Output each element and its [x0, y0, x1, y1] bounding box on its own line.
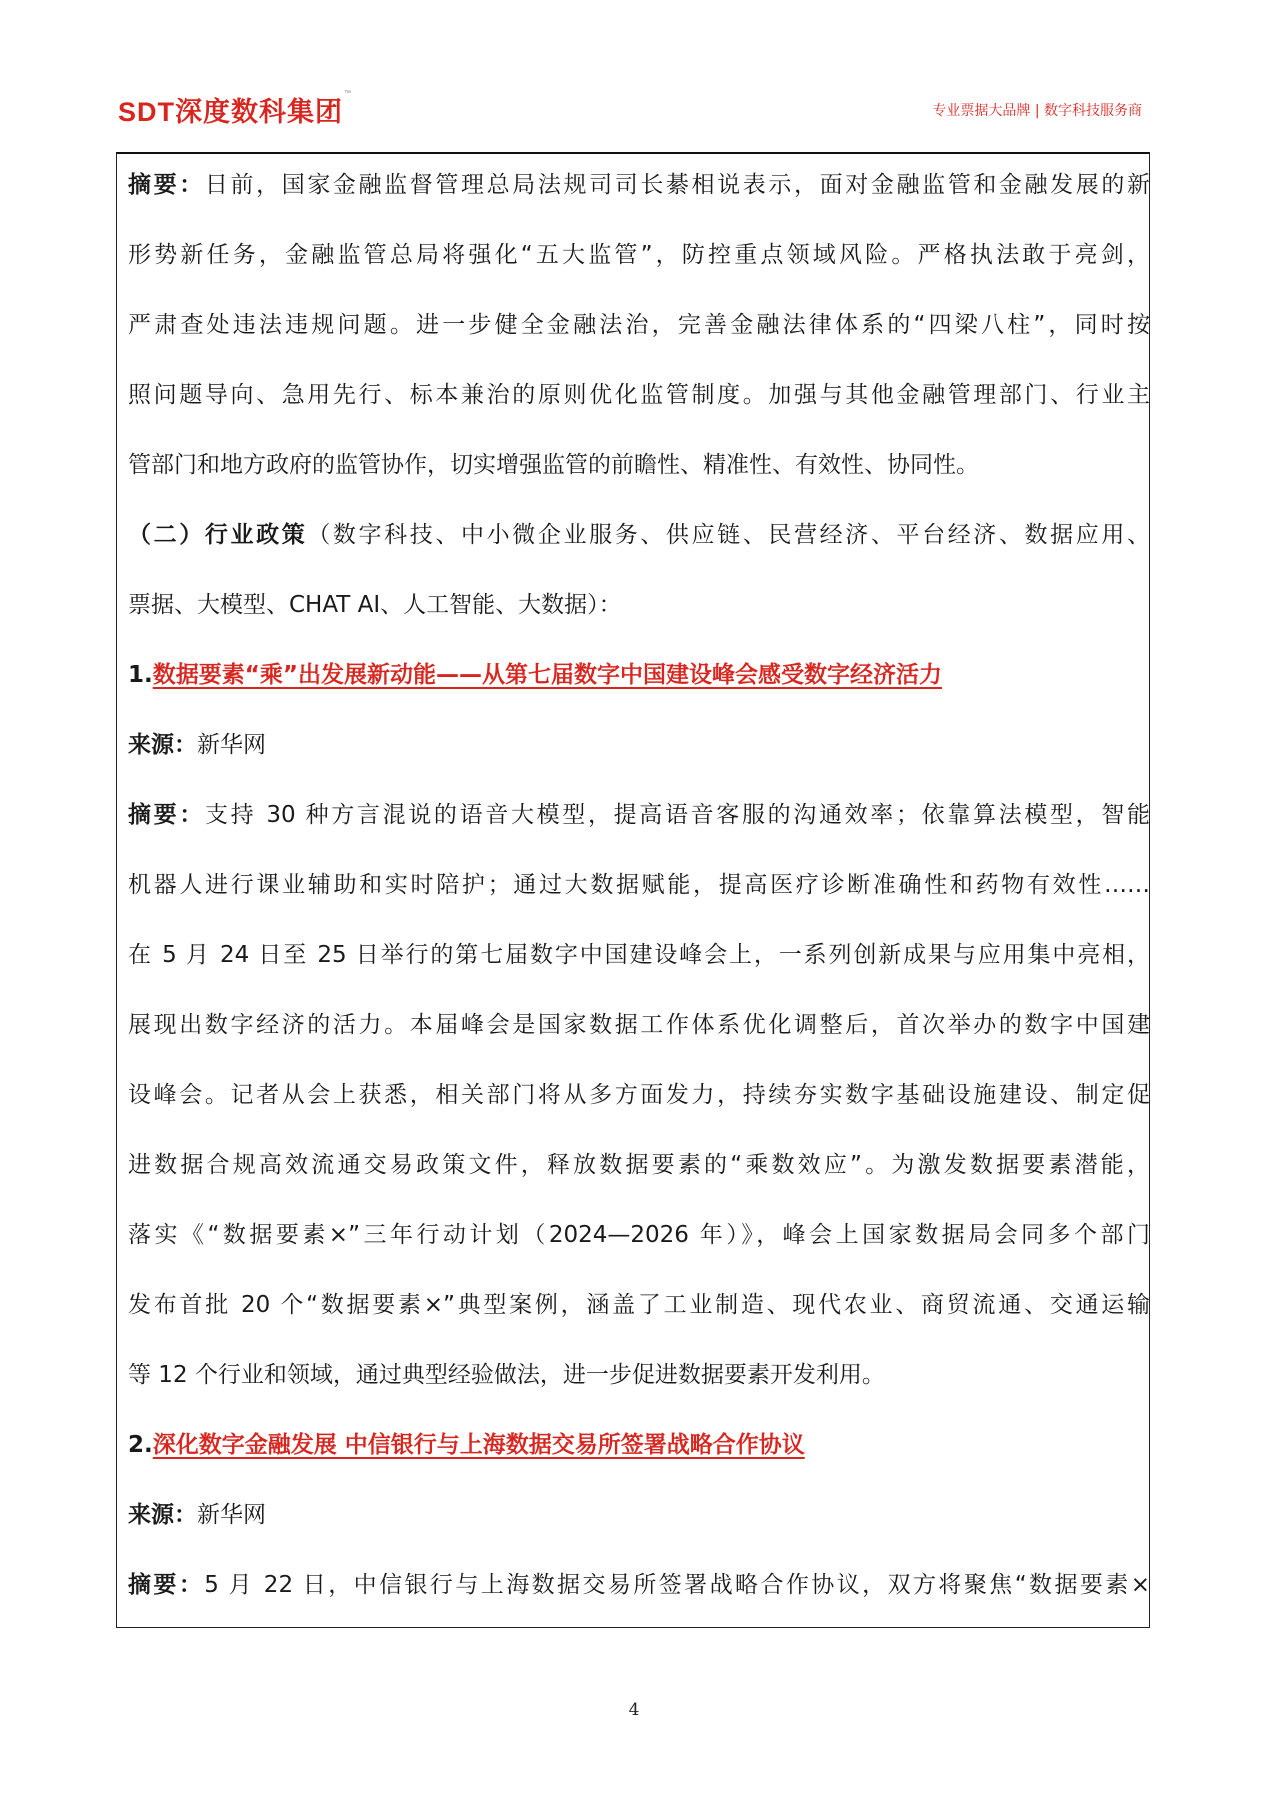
header-tagline: 专业票据大品牌 | 数字科技服务商 [932, 103, 1142, 119]
summary-label: 摘要： [128, 1572, 205, 1598]
text-line [128, 1550, 1150, 1620]
logo-trademark: ™ [344, 90, 352, 97]
text-line: 在 5 月 24 日至 25 日举行的第七届数字中国建设峰会上，一系列创新成果与应用集中亮相， [128, 942, 1150, 968]
item-number: 2. [128, 1432, 153, 1458]
item-number: 1. [128, 662, 153, 688]
text-line: 等 12 个行业和领域，通过典型经验做法，进一步促进数据要素开发利用。 [128, 1362, 885, 1388]
summary-label: 摘要： [128, 802, 206, 828]
text-line: 票据、大模型、CHAT AI、人工智能、大数据）： [128, 592, 622, 618]
page-header [118, 86, 1150, 130]
text-line: 展现出数字经济的活力。本届峰会是国家数据工作体系优化调整后，首次举办的数字中国建 [128, 1012, 1150, 1038]
page-number: 4 [628, 1700, 640, 1720]
summary-text: 日前，国家金融监督管理总局法规司司长綦相说表示，面对金融监管和金融发展的新 [204, 172, 1151, 198]
source-text: 新华网 [197, 732, 266, 758]
summary-label: 摘要： [128, 172, 205, 198]
document-body [128, 150, 1150, 1620]
source-label: 来源： [128, 732, 197, 758]
news-item-2-link[interactable]: 深化数字金融发展 中信银行与上海数据交易所签署战略合作协议 [152, 1432, 805, 1458]
text-line: 落实《“数据要素×”三年行动计划（2024—2026 年）》，峰会上国家数据局会同多个部门 [128, 1222, 1150, 1248]
section-heading [128, 500, 1150, 570]
text-line: 管部门和地方政府的监管协作，切实增强监管的前瞻性、精准性、有效性、协同性。 [128, 452, 979, 478]
company-logo [118, 90, 352, 129]
source-text: 新华网 [197, 1502, 266, 1528]
section-label: （二）行业政策 [128, 522, 308, 548]
text-line: 形势新任务，金融监管总局将强化“五大监管”，防控重点领域风险。严格执法敢于亮剑， [128, 242, 1150, 268]
news-item-1-link[interactable]: 数据要素“乘”出发展新动能——从第七届数字中国建设峰会感受数字经济活力 [152, 662, 942, 688]
news-item-2-source [128, 1480, 1150, 1550]
source-label: 来源： [128, 1502, 197, 1528]
text-line: 机器人进行课业辅助和实时陪护；通过大数据赋能，提高医疗诊断准确性和药物有效性…… [128, 872, 1150, 898]
news-item-1-source [128, 710, 1150, 780]
logo-text: SDT深度数科集团 [118, 97, 343, 127]
text-line: 严肃查处违法违规问题。进一步健全金融法治，完善金融法律体系的“四梁八柱”，同时按 [128, 312, 1150, 338]
section-text: （数字科技、中小微企业服务、供应链、民营经济、平台经济、数据应用、 [307, 522, 1151, 548]
text-line: 发布首批 20 个“数据要素×”典型案例，涵盖了工业制造、现代农业、商贸流通、交通运输 [128, 1292, 1150, 1318]
news-item-2-title [128, 1410, 1150, 1480]
summary-text: 支持 30 种方言混说的语音大模型，提高语音客服的沟通效率；依靠算法模型，智能 [205, 802, 1151, 828]
text-line [128, 780, 1150, 850]
news-item-1-title [128, 640, 1150, 710]
text-line: 设峰会。记者从会上获悉，相关部门将从多方面发力，持续夯实数字基础设施建设、制定促 [128, 1082, 1150, 1108]
text-line: 照问题导向、急用先行、标本兼治的原则优化监管制度。加强与其他金融管理部门、行业主 [128, 382, 1150, 408]
summary-text: 5 月 22 日，中信银行与上海数据交易所签署战略合作协议，双方将聚焦“数据要素× [204, 1572, 1150, 1598]
text-line: 进数据合规高效流通交易政策文件，释放数据要素的“乘数效应”。为激发数据要素潜能， [128, 1152, 1150, 1178]
text-line [128, 150, 1150, 220]
